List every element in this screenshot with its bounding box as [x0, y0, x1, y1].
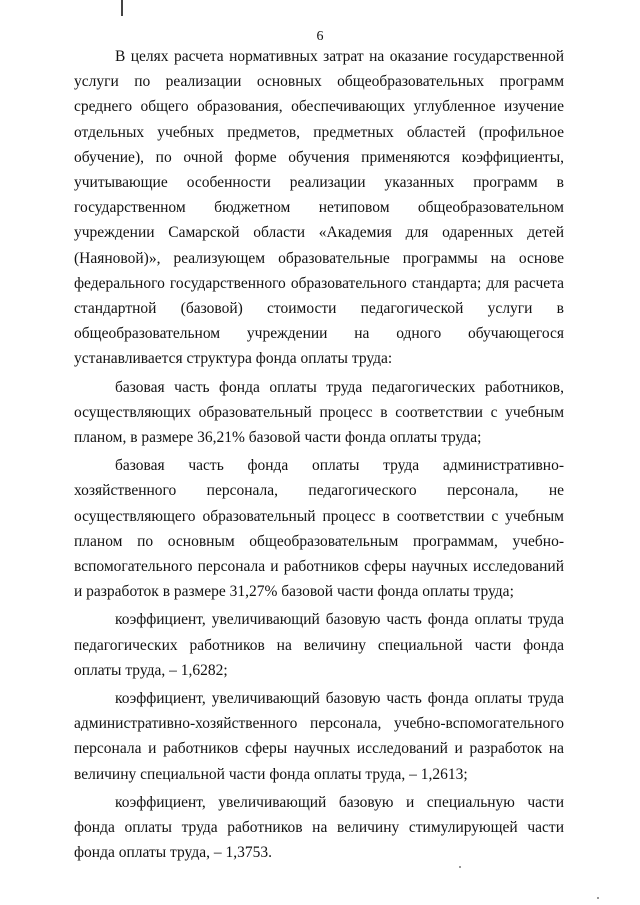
- paragraph-coefficient-stimulating: коэффициент, увеличивающий базовую и специальную части фонда оплаты труда работников на величину стимулирующей части фонда оплаты труда, – 1,3753.: [74, 793, 564, 862]
- paragraph-intro: В целях расчета нормативных затрат на оказание государственной услуги по реализации основных общеобразовательных программ среднего общего образования, обеспечивающих углубленное изучение отдельных учебных предметов, предметных областей (профильное обучение), по очной форме обучения применяются коэффициенты, учитывающие особенности реализации указанных программ в государственном бюджетном нетиповом общеобразовательном учреждении Самарской области «Академия для одаренных детей (Наяновой)», реализующем образовательные программы на основе федерального государственного образовательного стандарта; для расчета стандартной (базовой) стоимости педагогической услуги в общеобразовательном учреждении на одного обучающегося устанавливается структура фонда оплаты труда:: [74, 48, 564, 368]
- paragraph-coefficient-administrative: коэффициент, увеличивающий базовую часть фонда оплаты труда административно-хозяйственного персонала, учебно-вспомогательного персонала и работников сферы научных исследований и разработок на величину специальной части фонда оплаты труда, – 1,2613;: [74, 690, 564, 783]
- page-number: 6: [316, 29, 324, 44]
- paragraph-base-pedagogical: базовая часть фонда оплаты труда педагогических работников, осуществляющих образовательный процесс в соответствии с учебным планом, в размере 36,21% базовой части фонда оплаты труда;: [74, 378, 564, 447]
- paragraph-base-administrative: базовая часть фонда оплаты труда административно-хозяйственного персонала, педагогического персонала, не осуществляющего образовательный процесс в соответствии с учебным планом по основным общеобразовательным программам, учебно-вспомогательного персонала и работников сферы научных исследований и разработок в размере 31,27% базовой части фонда оплаты труда;: [74, 457, 564, 601]
- scan-speck: [597, 897, 599, 899]
- scan-speck: [459, 866, 461, 868]
- scan-margin-mark: [121, 0, 123, 16]
- paragraph-coefficient-pedagogical: коэффициент, увеличивающий базовую часть фонда оплаты труда педагогических работников на величину специальной части фонда оплаты труда, – 1,6282;: [74, 611, 564, 679]
- document-body: [74, 44, 564, 869]
